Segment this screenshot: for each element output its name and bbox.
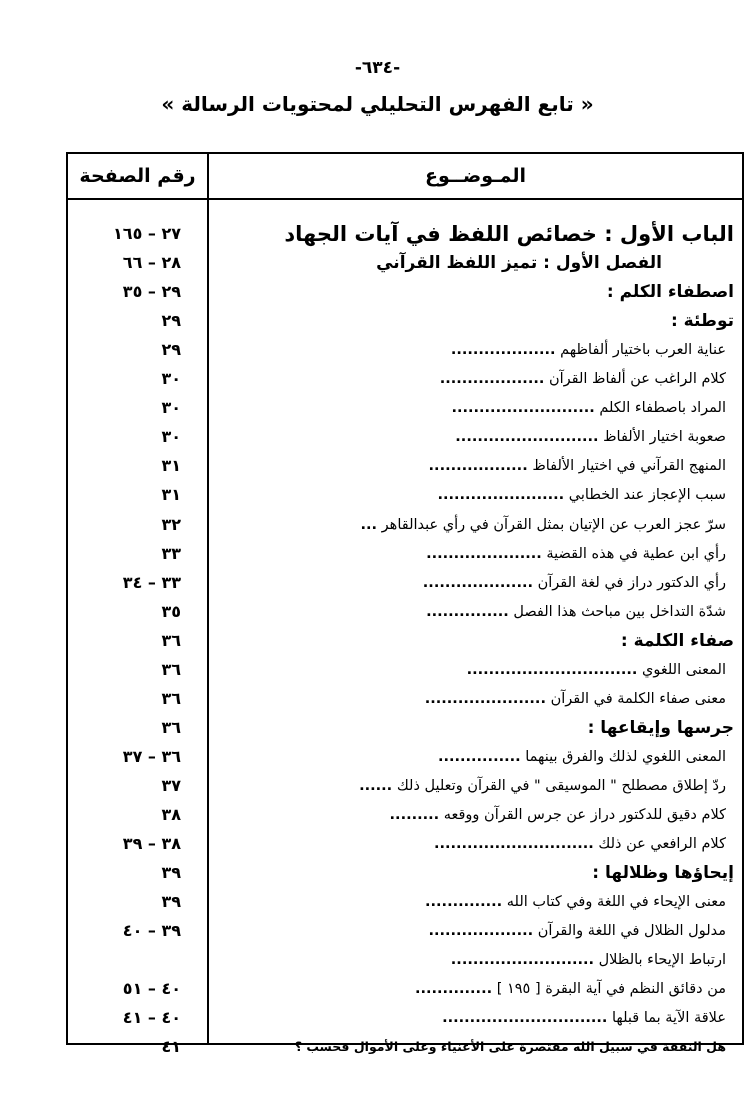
index-row-pages: ٣٦ – ٣٧ xyxy=(122,746,181,766)
index-row xyxy=(68,278,742,306)
index-row-entry xyxy=(218,220,734,248)
index-row-pages: ٣٩ xyxy=(161,892,181,912)
index-row-pages: ٤٠ – ٤١ xyxy=(122,1008,181,1028)
index-row-pages: ٣٦ xyxy=(161,717,181,737)
index-row-entry xyxy=(218,481,726,509)
index-row-pages: ٢٧ – ١٦٥ xyxy=(113,224,181,243)
index-row-leader-dots: .......................... xyxy=(455,429,599,446)
index-row-title: صعوبة اختيار الألفاظ xyxy=(603,429,726,446)
index-row-title: توطئة : xyxy=(670,311,734,332)
index-row-title: صفاء الكلمة : xyxy=(620,630,734,651)
index-row xyxy=(68,394,742,422)
index-row-pages: ٣١ xyxy=(161,485,181,505)
index-row xyxy=(68,830,742,858)
index-row-entry xyxy=(218,917,726,945)
index-row-entry xyxy=(218,394,726,422)
index-row xyxy=(68,801,742,829)
index-row-leader-dots: ..................... xyxy=(426,545,542,562)
index-row xyxy=(68,888,742,916)
index-row xyxy=(68,336,742,364)
index-row-leader-dots: ............................... xyxy=(466,661,638,678)
index-row-leader-dots: ............... xyxy=(426,603,509,620)
header-topic: المـوضــوع xyxy=(424,165,527,187)
index-row xyxy=(68,1033,742,1061)
index-row-entry xyxy=(218,336,726,364)
index-row-leader-dots: .................. xyxy=(428,458,528,475)
index-row xyxy=(68,772,742,800)
index-row-title: المراد باصطفاء الكلم xyxy=(599,400,726,417)
index-row-title: رأي الدكتور دراز في لغة القرآن xyxy=(537,574,726,591)
index-row-pages: ٢٩ xyxy=(161,311,181,331)
index-row-entry xyxy=(218,249,662,277)
index-row-entry xyxy=(218,1004,726,1032)
index-row-title: كلام الراغب عن ألفاظ القرآن xyxy=(548,371,726,388)
index-row xyxy=(68,859,742,887)
index-row xyxy=(68,917,742,945)
index-row-entry xyxy=(218,452,726,480)
index-row-entry xyxy=(218,540,726,568)
index-row xyxy=(68,423,742,451)
index-row-leader-dots: ...................... xyxy=(424,690,546,707)
index-row-title: المعنى اللغوي لذلك والفرق بينهما xyxy=(525,748,726,765)
running-title: « تابع الفهرس التحليلي لمحتويات الرسالة » xyxy=(161,92,594,116)
index-row-title: شدّة التداخل بين مباحث هذا الفصل xyxy=(513,603,726,620)
index-row-title: اصطفاء الكلم : xyxy=(606,282,734,303)
index-row-pages: ٣٩ – ٤٠ xyxy=(122,921,181,941)
index-row-pages: ٢٩ – ٣٥ xyxy=(122,282,181,302)
index-row-leader-dots: ... xyxy=(360,516,378,533)
index-row-entry xyxy=(218,888,726,916)
index-row-title: ردّ إطلاق مصطلح " الموسيقى " في القرآن وتعليل ذلك xyxy=(396,777,726,794)
index-row-leader-dots: ................... xyxy=(439,371,545,388)
index-row-entry xyxy=(218,975,726,1003)
index-row-title: إيحاؤها وظلالها : xyxy=(592,863,734,884)
index-row-pages: ٤١ xyxy=(161,1037,181,1057)
index-row-title: الباب الأول : خصائص اللفظ في آيات الجهاد xyxy=(284,222,734,246)
index-row-leader-dots: ....................... xyxy=(437,487,565,504)
index-row-pages: ٣٧ xyxy=(161,775,181,795)
index-row-entry xyxy=(218,830,726,858)
index-row-leader-dots: .............. xyxy=(425,894,503,911)
index-row xyxy=(68,743,742,771)
index-row-entry xyxy=(218,569,726,597)
index-row xyxy=(68,627,742,655)
index-row-title: عناية العرب باختيار ألفاظهم xyxy=(560,342,726,359)
index-row xyxy=(68,598,742,626)
header-page-number: رقم الصفحة xyxy=(79,165,196,187)
index-row-title: مدلول الظلال في اللغة والقرآن xyxy=(537,923,726,940)
index-row-title: المعنى اللغوي xyxy=(642,661,726,678)
index-row-entry xyxy=(218,772,726,800)
index-row-leader-dots: ............................. xyxy=(434,836,594,853)
index-row-pages: ٣٨ xyxy=(161,805,181,824)
index-row-leader-dots: .............................. xyxy=(442,1010,608,1027)
index-row-title: ارتباط الإيحاء بالظلال xyxy=(598,952,726,969)
index-row-title: معنى الإيحاء في اللغة وفي كتاب الله xyxy=(506,894,726,911)
index-row-title: من دقائق النظم في آية البقرة [ ١٩٥ ] xyxy=(496,981,726,998)
index-row-pages: ٣٦ xyxy=(161,630,181,650)
index-row-leader-dots: .......................... xyxy=(450,952,595,969)
index-row xyxy=(68,511,742,539)
index-row xyxy=(68,569,742,597)
index-row-pages: ٢٩ xyxy=(161,340,181,360)
index-row-title: سبب الإعجاز عند الخطابي xyxy=(568,487,726,504)
index-row-entry xyxy=(218,859,734,887)
index-row-leader-dots: ................... xyxy=(450,342,556,359)
index-row-leader-dots: ...... xyxy=(359,777,393,794)
index-row-title: المنهج القرآني في اختيار الألفاظ xyxy=(532,458,726,475)
index-row-entry xyxy=(218,598,726,626)
index-row-pages: ٢٨ – ٦٦ xyxy=(122,253,181,273)
index-row-pages: ٣٠ xyxy=(161,369,181,389)
index-row xyxy=(68,220,742,248)
index-row-pages: ٣٣ – ٣٤ xyxy=(122,572,181,592)
index-row-entry xyxy=(218,685,726,713)
index-row-leader-dots: .......................... xyxy=(451,400,595,417)
index-row-entry xyxy=(218,946,726,974)
index-row xyxy=(68,946,742,974)
index-row-title: علاقة الآية بما قبلها xyxy=(612,1010,726,1027)
index-row-entry xyxy=(218,627,734,655)
index-row-pages: ٣٦ xyxy=(161,688,181,708)
index-row-pages: ٣٨ – ٣٩ xyxy=(122,834,181,854)
header-rule xyxy=(68,198,742,200)
index-row-pages: ٣٠ xyxy=(161,427,181,447)
index-row xyxy=(68,656,742,684)
index-row-entry xyxy=(218,307,734,335)
index-row xyxy=(68,685,742,713)
index-row-pages: ٣١ xyxy=(161,456,181,476)
index-row-pages: ٣٣ xyxy=(161,543,181,563)
index-row-pages: ٣٠ xyxy=(161,398,181,418)
index-row-title: معنى صفاء الكلمة في القرآن xyxy=(550,690,726,707)
index-row-pages: ٣٢ xyxy=(161,514,181,534)
index-row-entry xyxy=(218,714,734,742)
index-row-title: الفصل الأول : تميز اللفظ القرآني xyxy=(376,253,662,274)
index-row-entry xyxy=(218,656,726,684)
index-row xyxy=(68,452,742,480)
index-row-leader-dots: ......... xyxy=(389,807,440,823)
index-row-leader-dots: ............... xyxy=(437,748,521,765)
index-row xyxy=(68,540,742,568)
index-row-title: هل النفقة في سبيل الله مقتصرة على الأغنياء وعلى الأموال فحسب ؟ xyxy=(294,1039,726,1055)
index-row xyxy=(68,249,742,277)
index-row-leader-dots: .................... xyxy=(422,574,533,591)
index-row xyxy=(68,481,742,509)
index-row-leader-dots: .............. xyxy=(414,981,493,998)
index-row xyxy=(68,365,742,393)
index-row-entry xyxy=(218,801,726,829)
index-row-title: سرّ عجز العرب عن الإتيان بمثل القرآن في رأي عبدالقاهر xyxy=(381,516,726,533)
index-row-entry xyxy=(218,278,734,306)
index-row xyxy=(68,975,742,1003)
index-row-pages: ٣٩ xyxy=(161,863,181,883)
index-row-entry xyxy=(218,423,726,451)
index-row-pages: ٤٠ – ٥١ xyxy=(122,979,181,999)
page-number: -٦٣٤- xyxy=(354,58,401,78)
index-row-entry xyxy=(218,743,726,771)
index-row-pages: ٣٥ xyxy=(161,601,181,621)
index-table xyxy=(66,152,744,1057)
index-row-entry xyxy=(218,1033,726,1061)
index-row-entry xyxy=(218,365,726,393)
index-row-title: كلام دقيق للدكتور دراز عن جرس القرآن ووقعه xyxy=(443,807,726,823)
index-row-pages: ٣٦ xyxy=(161,659,181,679)
index-row-title: كلام الرافعي عن ذلك xyxy=(598,836,726,853)
index-row xyxy=(68,714,742,742)
index-row-title: جرسها وإيقاعها : xyxy=(587,717,734,738)
index-row xyxy=(68,307,742,335)
index-row xyxy=(68,1004,742,1032)
index-row-title: رأي ابن عطية في هذه القضية xyxy=(546,545,726,562)
index-row-entry xyxy=(218,511,726,539)
index-row-leader-dots: ................... xyxy=(428,923,534,940)
